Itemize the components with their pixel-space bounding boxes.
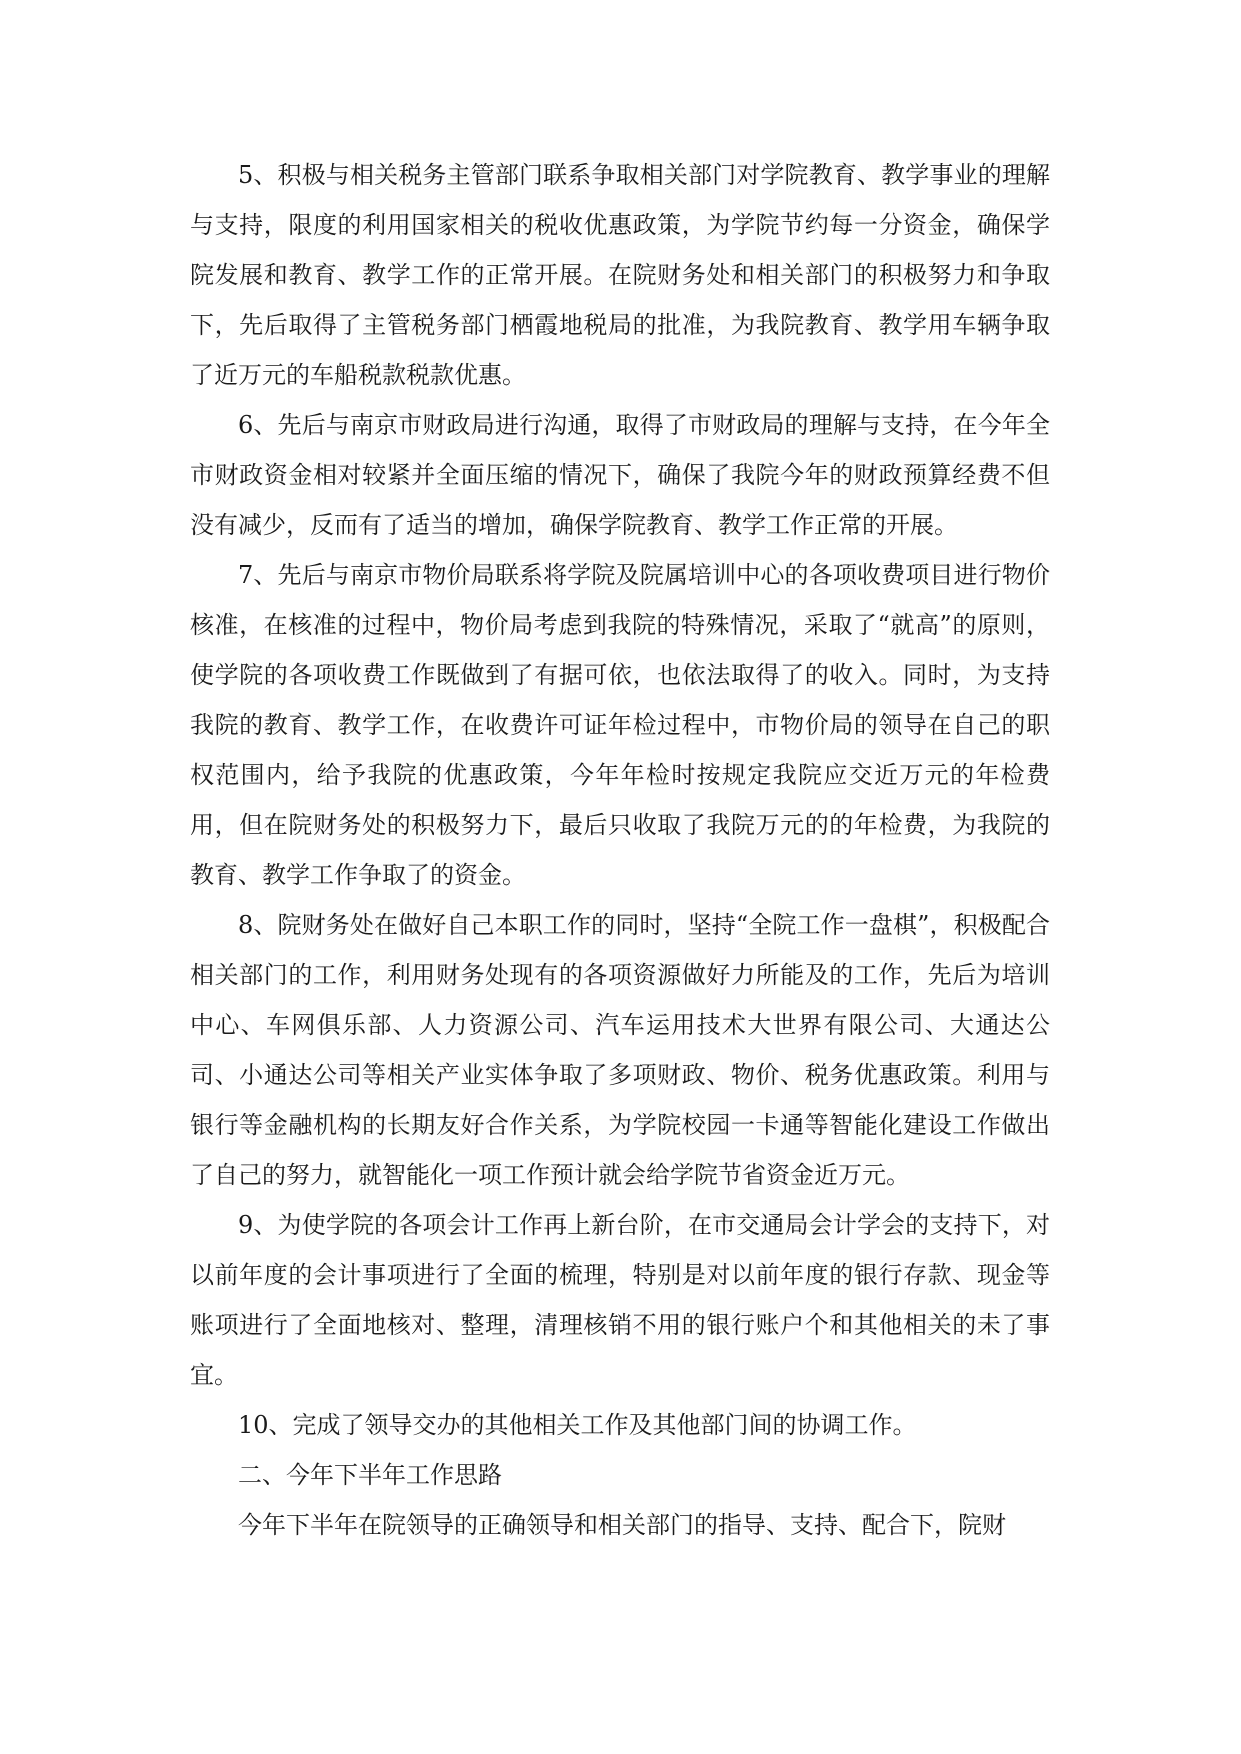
paragraph-item-10: 10、完成了领导交办的其他相关工作及其他部门间的协调工作。	[238, 1411, 917, 1439]
paragraph-item-6: 6、先后与南京市财政局进行沟通，取得了市财政局的理解与支持，在今年全市财政资金相对较紧并全面压缩的情况下，确保了我院今年的财政预算经费不但没有减少，反而有了适当的增加，确保学院教育、教学工作正常的开展。	[190, 411, 1050, 539]
paragraph-item-5: 5、积极与相关税务主管部门联系争取相关部门对学院教育、教学事业的理解与支持，限度的利用国家相关的税收优惠政策，为学院节约每一分资金，确保学院发展和教育、教学工作的正常开展。在院财务处和相关部门的积极努力和争取下，先后取得了主管税务部门栖霞地税局的批准，为我院教育、教学用车辆争取了近万元的车船税款税款优惠。	[190, 161, 1050, 389]
section-heading: 二、今年下半年工作思路	[238, 1461, 502, 1489]
paragraph-item-7: 7、先后与南京市物价局联系将学院及院属培训中心的各项收费项目进行物价核准，在核准的过程中，物价局考虑到我院的特殊情况，采取了“就高”的原则，使学院的各项收费工作既做到了有据可依，也依法取得了的收入。同时，为支持我院的教育、教学工作，在收费许可证年检过程中，市物价局的领导在自己的职权范围内，给予我院的优惠政策，今年年检时按规定我院应交近万元的年检费用，但在院财务处的积极努力下，最后只收取了我院万元的的年检费，为我院的教育、教学工作争取了的资金。	[190, 561, 1050, 889]
document-body	[190, 150, 1050, 1550]
paragraph-item-9: 9、为使学院的各项会计工作再上新台阶，在市交通局会计学会的支持下，对以前年度的会计事项进行了全面的梳理，特别是对以前年度的银行存款、现金等账项进行了全面地核对、整理，清理核销不用的银行账户个和其他相关的未了事宜。	[190, 1211, 1050, 1389]
paragraph-item-8: 8、院财务处在做好自己本职工作的同时，坚持“全院工作一盘棋”，积极配合相关部门的工作，利用财务处现有的各项资源做好力所能及的工作，先后为培训中心、车网俱乐部、人力资源公司、汽车运用技术大世界有限公司、大通达公司、小通达公司等相关产业实体争取了多项财政、物价、税务优惠政策。利用与银行等金融机构的长期友好合作关系，为学院校园一卡通等智能化建设工作做出了自己的努力，就智能化一项工作预计就会给学院节省资金近万元。	[190, 911, 1050, 1189]
paragraph-continuing: 今年下半年在院领导的正确领导和相关部门的指导、支持、配合下，院财	[238, 1511, 1006, 1539]
